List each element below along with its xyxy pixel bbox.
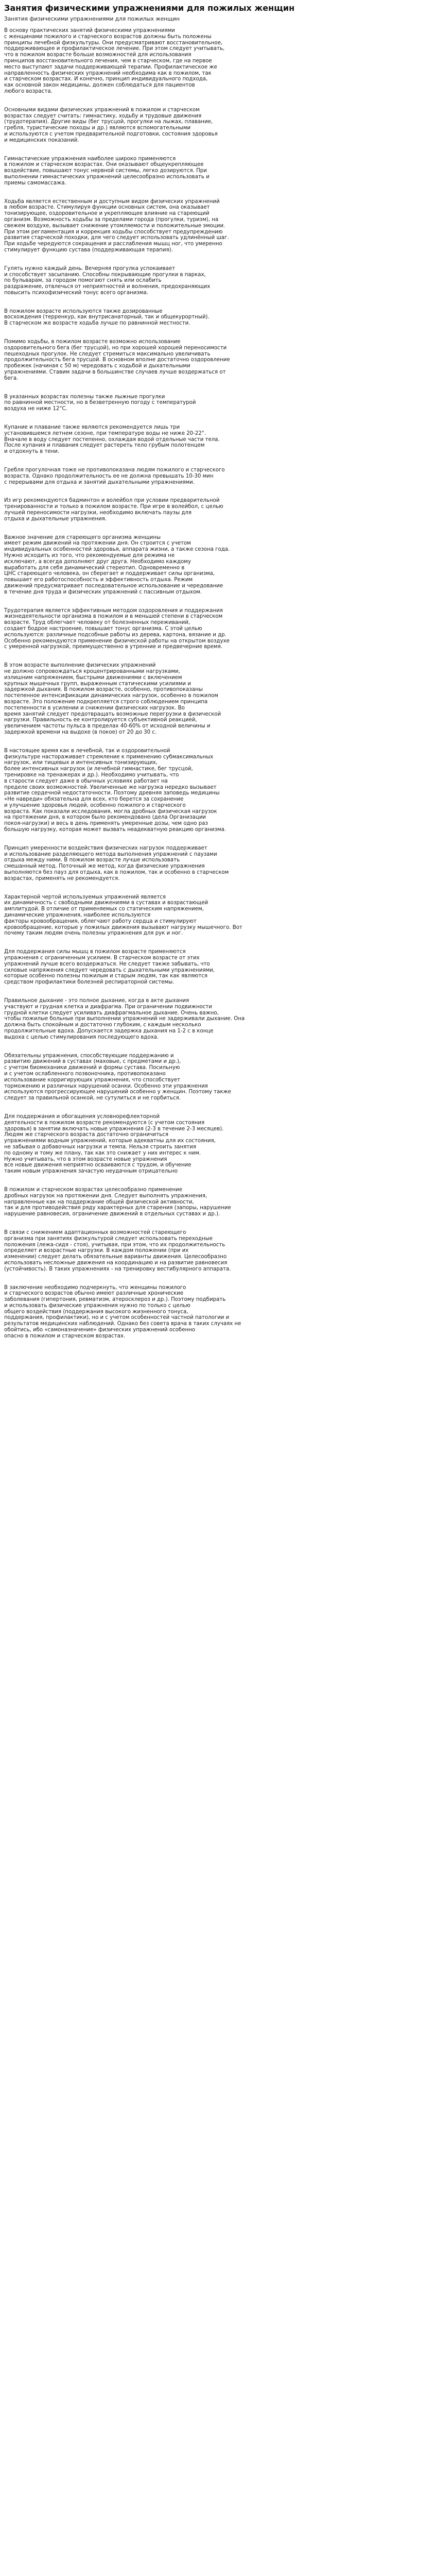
paragraph: Трудотерапия является эффективным методом оздоровления и поддержания жизнедеятельности организма в пожилом и в меньшей степени в старческом возрасте. Труд облегчает человеку от болезненных переживаний, создает бодрое настроение, повышает тонус организма. С этой целью используются: различные подсобные работы из дерева, картона, вязание и др. Особенно рекомендуются применение физической работы на открытом воздухе с умеренной нагрузкой, преимущественно в утренние и предвечерние время. — [4, 607, 230, 650]
article-title: Занятия физическими упражнениями для пожилых женщин — [4, 3, 295, 13]
paragraph: Принцип умеренности воздействия физических нагрузок поддерживает и использование разделяющего метода выполнения упражнений с паузами отдыха между ними. В пожилом возрасте лучше использовать смешанный метод. Поточный же метод, когда физические упражнения выполняются без пауз для отдыха, как в пожилом, так и особенно в старческом возрастах, применять не рекомендуется. — [4, 845, 229, 882]
paragraph: В связи с снижением адаптационных возможностей стареющего организма при занятиях физкультурой следует использовать переходные положения (лежа-сидя - стоя), учитывая, при этом, что их продолжительность определяет и возрастные нагрузки. В каждом положении (при их изменении) следует делать обязательные варианты движения. Целесообразно использовать несложные движения на координацию и на развитие равновесия (устойчивость). В таких упражнениях - на тренировку вестибулярного аппарата. — [4, 1229, 231, 1272]
paragraph: Гребля прогулочная тоже не противопоказана людям пожилого и старческого возраста. Однако продолжительность ее не должна превышать 10-30 мин с перерывами для отдыха и занятий дыхательными упражнениями. — [4, 467, 225, 485]
paragraph: Из игр рекомендуются бадминтон и волейбол при условии предварительной тренированности и только в пожилом возрасте. При игре в волейбол, с целью лучшей переносимости нагрузки, необходимо включать паузы для отдыха и дыхательные упражнения. — [4, 498, 223, 522]
paragraph: Правильное дыхание - это полное дыхание, когда в акте дыхания участвуют и грудная клетка и диафрагма. При ограничении подвижности грудной клетки следует усиливать диафрагмальное дыхание. Очень важно, чтобы пожилые больные при выполнении упражнений не задерживали дыхание. Она должна быть спокойным и достаточно глубоким, с каждым несколько продолжительные вдоха. Допускается задержка дыхания на 1-2 с в конце выдоха с целью стимулирования последующего вдоха. — [4, 998, 245, 1040]
paragraph: В пожилом и старческом возрастах целесообразно применение дробных нагрузок на протяжении дня. Следует выполнять упражнения, направленные как на поддержание общей физической активности, так и для противодействия ряду характерных для старения (запоры, нарушение нарушение равновесия, ограничение движений в отдельных суставах и др.). — [4, 1187, 231, 1217]
paragraph: Характерной чертой используемых упражнений является их динамичность с свободными движениями в суставах и возрастающей амплитудой. В отличие от применяемых со статическим напряжением, динамические упражнения, наиболее используются факторы кровообращения, облегчают работу сердца и стимулируют кровообращение, которые у пожилых движения вызывают нагрузку мышечного. Вот почему таким людям очень полезны упражнения для рук и ног. — [4, 894, 242, 937]
paragraph: Основными видами физических упражнений в пожилом и старческом возрастах следует считать: гимнастику, ходьбу и трудовые движения (трудотерапия). Другие виды (бег трусцой, прогулки на лыжах, плавание, гребля, туристические походы и др.) являются вспомогательными и используются с учетом предварительной подготовки, состояния здоровья и медицинских показаний. — [4, 107, 218, 143]
paragraph: Ходьба является естественным и доступным видом физических упражнений в любом возрасте. Стимулируя функции основных систем, она оказывает тонизирующее, оздоровительное и укрепляющее влияние на стареющий организм. Возможность ходьбы за пределами города (прогулки, туризм), на свежем воздухе, вызывает снижение утомляемости и положительные эмоции. При этом регламентация и коррекция ходьбы способствует предупреждению развития старческой походки, для чего следует использовать удлинённый шаг. При ходьбе чередуются сокращения и расслабления мышц ног, что умеренно стимулирует функцию сустава (поддерживающая терапия). — [4, 198, 229, 253]
paragraph: Купание и плавание также являются рекомендуется лишь три установившемся летнем сезоне, при температуре воды не ниже 20-22°. Вначале в воду следует постепенно, охлаждая водой отдельные части тела. После купания и плавания следует растереть тело грубым полотенцем и отдохнуть в тени. — [4, 425, 220, 455]
article-subtitle: Занятия физическими упражнениями для пожилых женщин — [4, 16, 180, 22]
paragraph: Для поддержания и обогащения условнорефлекторной деятельности в пожилом возрасте рекомендуются (с учетом состояния здоровья) в занятии включать новые упражнения (2-3 в течение 2-3 месяцев). Людям же старческого возраста достаточно ограничиться упражнениями водным упражнений, которые адекватны для их состояния, не забывая о добавочных нагрузки и темпа. Нельзя строить занятия по одному и тому же плану, так как это снижает у них интерес к ним. Нужно учитывать, что в этом возрасте новые упражнения все новые движения неприятно осваиваются с трудом, и обучение таким новым упражнения зачастую неудачным отрицательно — [4, 1113, 224, 1175]
paragraph: В заключение необходимо подчеркнуть, что женщины пожилого и старческого возрастов обычно имеют различные хронические заболевания (гипертония, ревматизм, атеросклероз и др.). Поэтому подбирать и использовать физические упражнения нужно по только с целью общего воздействия (поддержания высокого жизненного тонуса, поддержания, профилактики), но и с учетом особенностей частной патологии и результатов медицинских наблюдений. Однако без совета врача в таких случаях не обойтись, ибо «самоназначение» физических упражнений особенно опасно в пожилом и старческом возрастах. — [4, 1284, 241, 1339]
paragraph: В основу практических занятий физическими упражнениями с женщинами пожилого и старческого возрастов должны быть положены принципы лечебной физкультуры. Они предусматривают восстановительное, поддерживающее и профилактическое лечение. При этом следует учитывать, что в пожилом возрасте больше возможностей для использования принципов восстановительного лечения, чем в старческом, где на первое место выступают задачи поддерживающей терапии. Профилактическое же направленность физических упражнений необходима как в пожилом, так и старческом возрастах. И конечно, принцип индивидуального подхода, как основной закон медицины, должен соблюдаться для пациентов любого возраста. — [4, 28, 225, 94]
paragraph: Помимо ходьбы, в пожилом возрасте возможно использование оздоровительного бега (бег трусцой), но при хорошей хорошей переносимости пешеходных прогулок. Не следует стремиться максимально увеличивать продолжительность бега трусцой. В основном вполне достаточно оздоровление пробежек (начиная с 50 м) чередовать с ходьбой и дыхательными упражнениями. Ставим задачи в большинстве случаев лучше воздержаться от бега. — [4, 339, 230, 381]
paragraph: В указанных возрастах полезны также лыжные прогулки по равнинной местности, но в безветренную погоду с температурой воздуха не ниже 12°С. — [4, 394, 196, 412]
paragraph: Важное значение для стареющего организма женщины имеет режим движений на протяжении дня. Он строится с учетом индивидуальных особенностей здоровья, аппарата жизни, а также сезона года. Нужно исходить из того, что рекомендуемые для режима не исключают, а всегда дополняют друг друга. Необходимо каждому выработать для себя динамический стереотип. Одновременно в ЦНС стареющего человека, он сберегает и поддерживает силы организма, повышает его работоспособность и эффективность отдыха. Режим движений предусматривает последовательное использование и чередование в течение дня труда и физических упражнений с пассивным отдыхом. — [4, 534, 230, 595]
paragraph: Для поддержания силы мышц в пожилом возрасте применяются упражнения с ограниченным усилием. В старческом возрасте от этих упражнений лучше всего воздержаться. Не следует также забывать, что силовые напряжения следует чередовать с дыхательными упражнениями, которые особенно полезны пожилым и старым людям, так как являются средством профилактики болезней респираторной системы. — [4, 949, 215, 986]
paragraph: Обязательны упражнения, способствующие поддержанию и развитию движений в суставах (маховые, с предметами и др.), с учетом биомеханики движений и формы сустава. Посильную и с учетом ослабленного позвоночника, противопоказано использование корригирующих упражнения, что способствует торможению и различных нарушений осанки. Особенно эти упражнения используются прогрессирующее нарушений особенно у женщин. Поэтому также следует за правильной осанкой, не сутулиться и не горбиться. — [4, 1053, 231, 1101]
paragraph: В настоящее время как в лечебной, так и оздоровительной физкультуре настораживает стремление к применению субмаксимальных нагрузок, или тищевых и интенсивных тонизирующих, более интенсивных нагрузок (и лечебной гимнастике, бег трусцой, тренировке на тренажерах и др.). Необходимо учитывать, что в старости следует даже в обычных условиях работает на пределе своих возможностей. Увеличенные же нагрузка нередко вызывает развитие сердечной недостаточности. Поэтому древняя заповедь медицины «Не навреди» обязательна для всех, кто берется за сохранение и улучшение здоровья людей, особенно пожилого и старческого возраста. Как показали исследования, могла дробных физическая нагрузок на протяжении дня, в котором было рекомендовано (дела Организации покоя-нагрузки) и весь в день применять умеренные дозы, чем одно раз большую нагрузку, которая может вызвать неадекватную реакцию организма. — [4, 748, 226, 833]
paragraph: В пожилом возрасте используются также дозированные восхождения (терренкур, как внутрисанаторный, так и общекурортный). В старческом же возрасте ходьба лучше по равнинной местности. — [4, 308, 210, 327]
paragraph: В этом возрасте выполнение физических упражнений не должно сопровождаться кроцентрированными нагрузками, излишним напряжением, быстрыми движениями с включением крупных мышечных групп, выраженным статическими усилиями и задержкой дыхания. В пожилом возрасте, особенно, противопоказаны постепенное интенсификации динамических нагрузок, особенно в пожилом возрасте. Это положение подкрепляется строго соблюдением принципа постепенности в усилении и снижении физических нагрузок. Во время занятий следует предотвращать возможные перегрузки в физической нагрузки. Правильность ее контролируется субъективной реакцией, увеличением частоты пульса в пределах 40-60% от исходной величины и задержкой времени на выдохе (в покое) от 20 до 30 с. — [4, 663, 221, 735]
paragraph: Гимнастические упражнения наиболее широко применяются в пожилом и старческом возрастах. Они оказывают общеукрепляющее воздействие, повышают тонус нервной системы, легко дозируются. При выполнении гимнастических упражнений целесообразно использовать и приемы самомассажа. — [4, 156, 210, 186]
paragraph: Гулять нужно каждый день. Вечерняя прогулка успокаивает и способствует засыпанию. Способны покрывающие прогулки в парках, по бульварам, за городом помогают снять или ослабить раздражение, отвлечься от неприятностей и волнения, предохраняющих повысить психофизический тонус всего организма. — [4, 265, 211, 296]
